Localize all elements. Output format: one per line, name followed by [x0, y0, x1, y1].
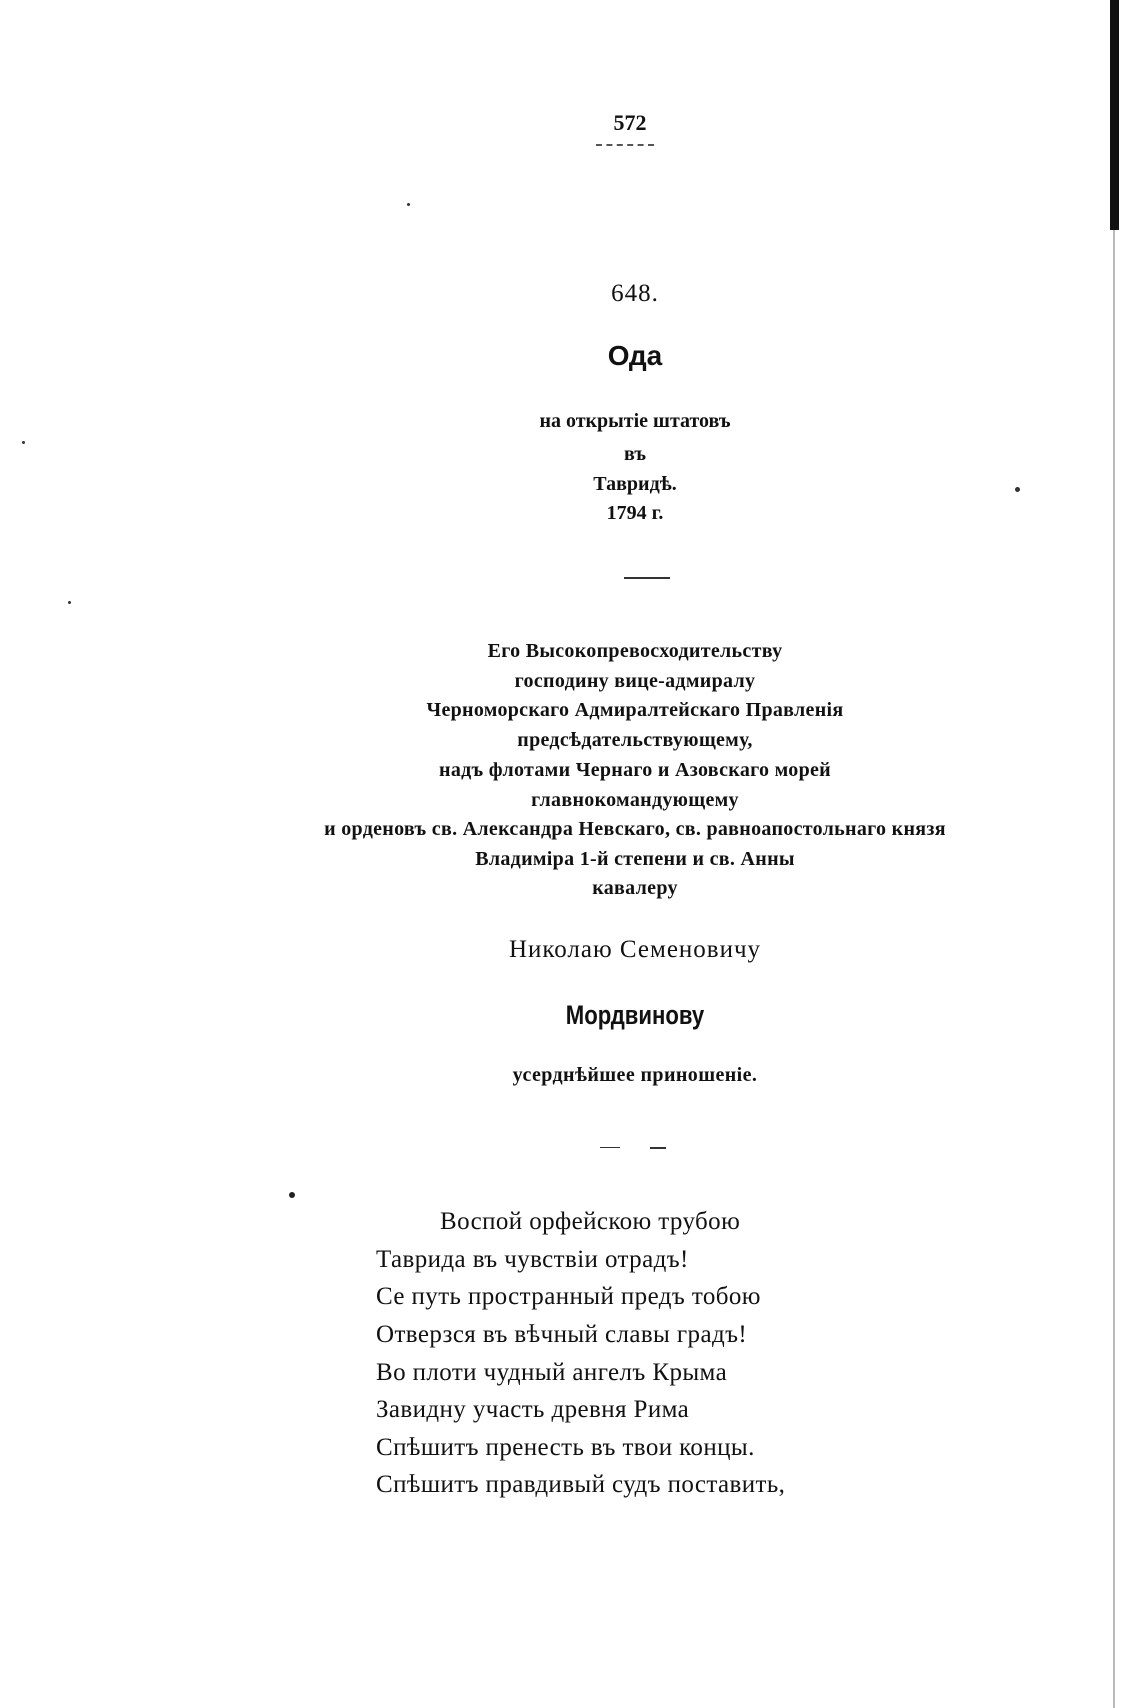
scan-speck: [68, 601, 71, 604]
verse-line: Спѣшитъ правдивый судъ поставить,: [376, 1471, 786, 1498]
poem-title: Ода: [607, 340, 663, 371]
section-divider: [600, 1147, 620, 1148]
dedication-line: надъ флотами Чернаго и Азовскаго морей: [439, 759, 831, 781]
section-divider: [624, 577, 670, 579]
subtitle-line: на открытіе штатовъ: [539, 410, 731, 432]
verse-line: Воспой орфейскою трубою: [440, 1208, 741, 1235]
dedication-line: Его Высокопревосходительству: [487, 640, 783, 662]
page-number: 572: [613, 110, 647, 135]
verse-line: Во плоти чудный ангелъ Крыма: [376, 1359, 728, 1386]
dedication-line: предсѣдательствующему,: [517, 729, 753, 751]
dedication-line: Черноморскаго Адмиралтейскаго Правленія: [426, 699, 844, 721]
poem-number: 648.: [611, 280, 659, 307]
page-number-rule: [596, 144, 654, 146]
scan-edge-shadow: [1110, 0, 1119, 230]
section-divider: [650, 1147, 666, 1149]
verse-line: Таврида въ чувствіи отрадъ!: [376, 1246, 689, 1273]
subtitle-line: 1794 г.: [606, 502, 664, 524]
verse-line: Спѣшитъ пренесть въ твои концы.: [376, 1434, 755, 1461]
dedication-line: и орденовъ св. Александра Невскаго, св. равноапостольнаго князя: [324, 818, 946, 840]
scan-speck: [407, 203, 410, 206]
addressee-surname: Мордвинову: [565, 1000, 705, 1030]
closing-phrase: усерднѣйшее приношеніе.: [512, 1064, 758, 1086]
dedication-line: Владиміра 1-й степени и св. Анны: [475, 848, 795, 870]
subtitle-line: Тавридѣ.: [593, 473, 677, 495]
subtitle-line: въ: [624, 443, 646, 465]
margin-bullet: [289, 1192, 295, 1198]
addressee-name: Николаю Семеновичу: [508, 936, 762, 963]
verse-line: Отверзся въ вѣчный славы градъ!: [376, 1321, 748, 1348]
verse-line: Се путь пространный предъ тобою: [376, 1283, 761, 1310]
dedication-line: главнокомандующему: [531, 789, 739, 811]
dedication-line: господину вице-адмиралу: [514, 670, 756, 692]
dedication-line: кавалеру: [592, 877, 678, 899]
verse-line: Завидну участь древня Рима: [376, 1396, 690, 1423]
